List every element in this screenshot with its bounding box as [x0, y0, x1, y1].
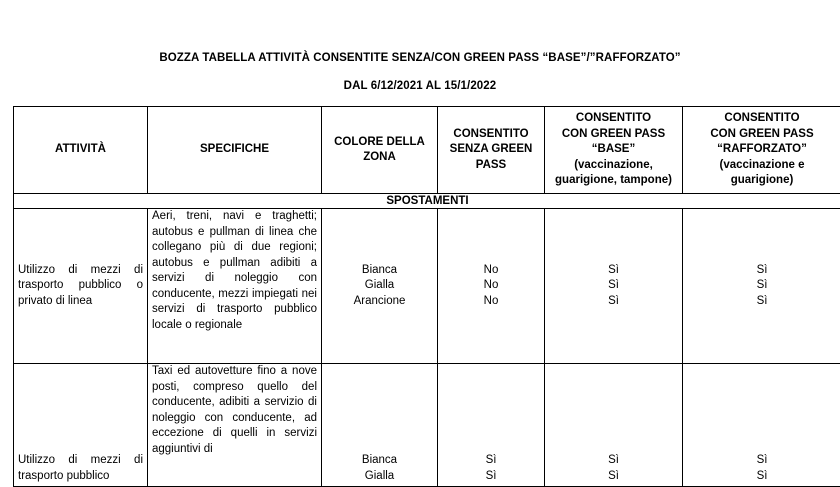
cell-rafforzato: Sì Sì — [683, 364, 840, 487]
activities-table — [13, 106, 840, 487]
date-range: DAL 6/12/2021 AL 15/1/2022 — [0, 80, 840, 92]
cell-attivita: Utilizzo di mezzi di trasporto pubblico o privato di linea — [14, 209, 148, 364]
header-colore-zona: COLORE DELLA ZONA — [322, 107, 438, 194]
section-row — [14, 194, 840, 209]
cell-specifiche: Taxi ed autovetture fino a nove posti, compreso quello del conducente, adibiti a servizio di noleggio con conducente, ad eccezione di quelli in servizi aggiuntivi di — [148, 364, 322, 487]
section-title: SPOSTAMENTI — [14, 194, 840, 209]
header-green-pass-base: CONSENTITO CON GREEN PASS “BASE” (vaccinazione, guarigione, tampone) — [545, 107, 683, 194]
table-header-row — [14, 107, 840, 194]
cell-senza: Sì Sì — [438, 364, 545, 487]
table-row — [14, 209, 840, 364]
header-specifiche: SPECIFICHE — [148, 107, 322, 194]
header-attivita: ATTIVITÀ — [14, 107, 148, 194]
cell-rafforzato: Sì Sì Sì — [683, 209, 840, 364]
table-row — [14, 364, 840, 487]
cell-base: Sì Sì — [545, 364, 683, 487]
header-green-pass-rafforzato: CONSENTITO CON GREEN PASS “RAFFORZATO” (vaccinazione e guarigione) — [683, 107, 840, 194]
cell-senza: No No No — [438, 209, 545, 364]
cell-zona: Bianca Gialla Arancione — [322, 209, 438, 364]
header-senza-green-pass: CONSENTITO SENZA GREEN PASS — [438, 107, 545, 194]
cell-base: Sì Sì Sì — [545, 209, 683, 364]
cell-zona: Bianca Gialla — [322, 364, 438, 487]
document-title: BOZZA TABELLA ATTIVITÀ CONSENTITE SENZA/CON GREEN PASS “BASE”/”RAFFORZATO” — [0, 52, 840, 64]
cell-attivita: Utilizzo di mezzi di trasporto pubblico — [14, 364, 148, 487]
cell-specifiche: Aeri, treni, navi e traghetti; autobus e pullman di linea che collegano più di due regioni; autobus e pullman adibiti a servizi di noleggio con conducente, mezzi impiegati nei servizi di trasporto pubblico locale o regionale — [148, 209, 322, 364]
